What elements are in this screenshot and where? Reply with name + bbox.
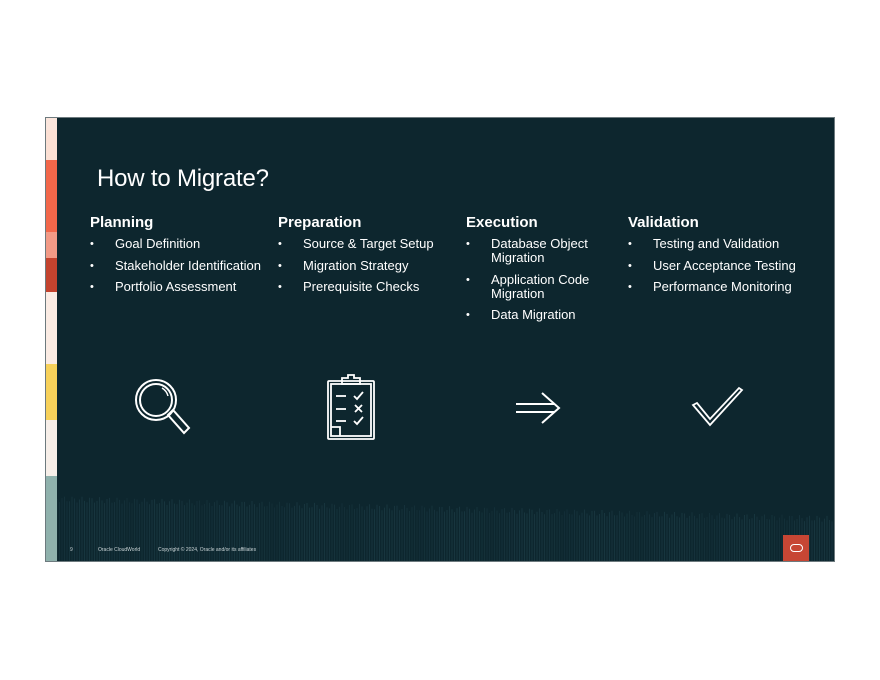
oracle-logo-ring (790, 544, 803, 552)
list-item: • Prerequisite Checks (278, 280, 458, 294)
column-heading: Validation (628, 214, 699, 231)
event-name: Oracle CloudWorld (98, 547, 141, 553)
checkmark-icon (692, 386, 744, 428)
list-item: • Application Code Migration (466, 273, 601, 301)
list-item: • Testing and Validation (628, 237, 818, 251)
list-item: • Source & Target Setup (278, 237, 458, 251)
clipboard-checklist-icon (326, 374, 376, 440)
oracle-logo (783, 535, 809, 561)
list-item: • Migration Strategy (278, 259, 458, 273)
copyright-text: Copyright © 2024, Oracle and/or its affiliates (158, 547, 257, 553)
list-item: • Goal Definition (90, 237, 280, 251)
magnifier-icon (132, 376, 194, 438)
list-item: • Database Object Migration (466, 237, 601, 265)
column-heading: Preparation (278, 214, 362, 231)
column-planning (90, 214, 280, 302)
decorative-edge-strip (46, 118, 57, 561)
column-preparation (278, 214, 458, 302)
column-execution (466, 214, 601, 330)
column-heading: Planning (90, 214, 154, 231)
list-item: • Stakeholder Identification (90, 259, 280, 273)
list-item: • User Acceptance Testing (628, 259, 818, 273)
page-number: 9 (70, 547, 73, 553)
column-heading: Execution (466, 214, 538, 231)
arrow-right-icon (514, 391, 564, 425)
list-item: • Performance Monitoring (628, 280, 818, 294)
slide (45, 117, 835, 562)
list-item: • Portfolio Assessment (90, 280, 280, 294)
slide-title: How to Migrate? (97, 165, 269, 192)
list-item: • Data Migration (466, 308, 601, 322)
column-validation (628, 214, 818, 302)
